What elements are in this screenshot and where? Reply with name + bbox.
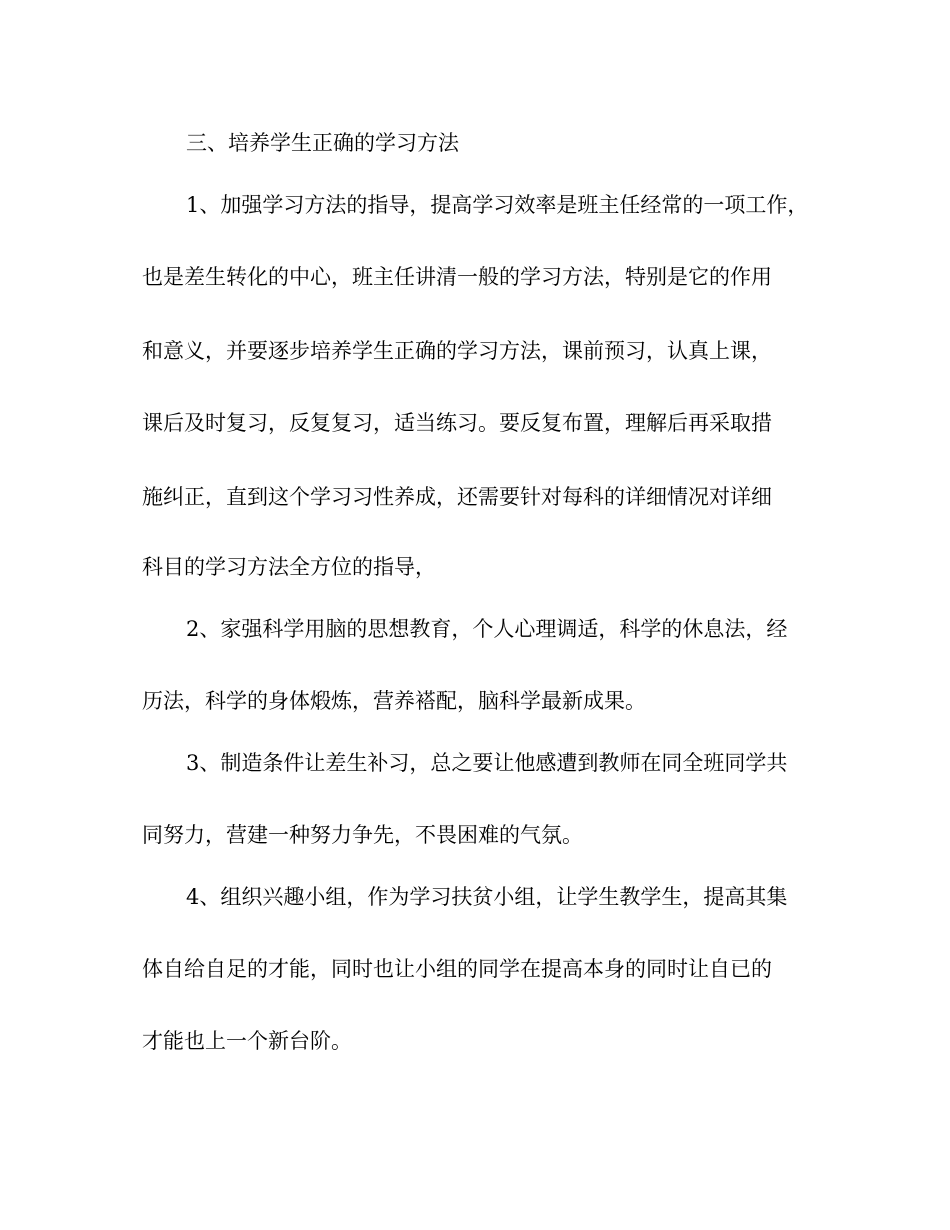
paragraph-1-line-6: 科目的学习方法全方位的指导， (142, 555, 436, 579)
section-heading: 三、培养学生正确的学习方法 (186, 131, 459, 155)
paragraph-1-line-3: 和意义，并要逐步培养学生正确的学习方法，课前预习，认真上课， (142, 339, 772, 363)
paragraph-1-line-2: 也是差生转化的中心，班主任讲清一般的学习方法，特别是它的作用 (142, 265, 772, 289)
paragraph-3-line-2: 同努力，营建一种努力争先，不畏困难的气氛。 (142, 823, 583, 847)
paragraph-4-line-3: 才能也上一个新台阶。 (142, 1029, 352, 1053)
paragraph-4-line-2: 体自给自足的才能，同时也让小组的同学在提高本身的同时让自已的 (142, 957, 772, 981)
paragraph-1-line-4: 课后及时复习，反复复习，适当练习。要反复布置，理解后再采取措 (142, 411, 772, 435)
paragraph-2-line-2: 历法，科学的身体煅炼，营养褡配，脑科学最新成果。 (142, 689, 646, 713)
paragraph-4-line-1: 4、组织兴趣小组，作为学习扶贫小组，让学生教学生，提高其集 (186, 885, 788, 909)
paragraph-3-line-1: 3、制造条件让差生补习，总之要让他感遭到教师在同全班同学共 (186, 751, 788, 775)
paragraph-2-line-1: 2、家强科学用脑的思想教育，个人心理调适，科学的休息法，经 (186, 617, 788, 641)
paragraph-1-line-1: 1、加强学习方法的指导，提高学习效率是班主任经常的一项工作， (186, 193, 809, 217)
paragraph-1-line-5: 施纠正，直到这个学习习性养成，还需要针对每科的详细情况对详细 (142, 485, 772, 509)
